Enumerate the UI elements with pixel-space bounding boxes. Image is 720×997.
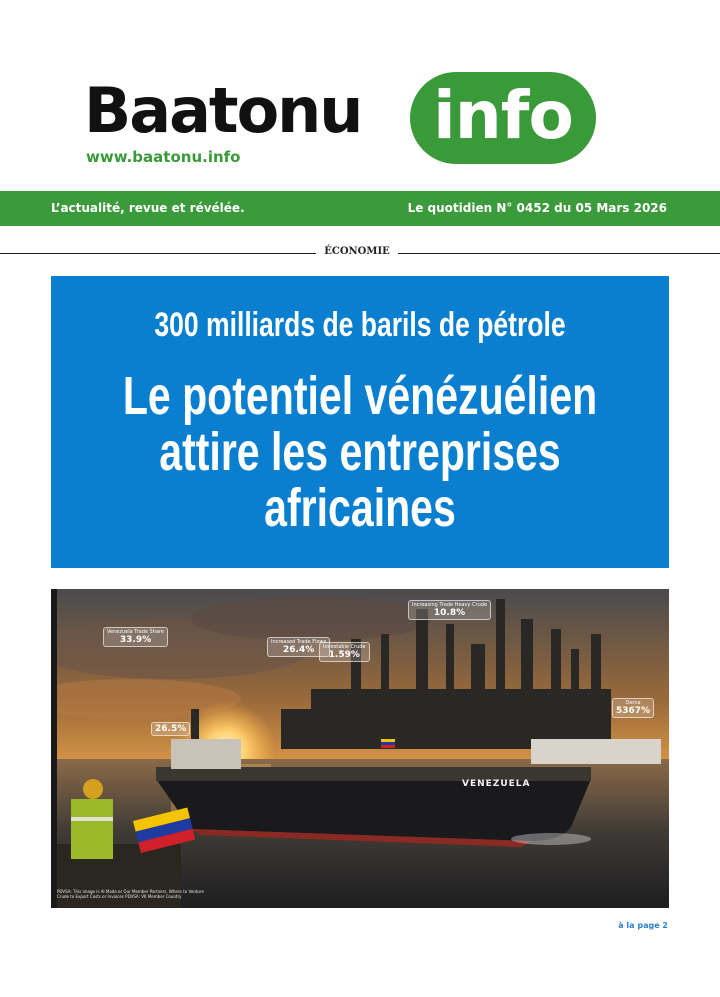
stat-overlay-value: 26.5%	[155, 724, 187, 734]
stat-overlay-4	[319, 642, 370, 662]
ship-name: VENEZUELA	[462, 779, 531, 789]
stat-overlay-title: Investable Crude	[323, 644, 366, 650]
logo-pill-text: info	[433, 77, 573, 154]
stat-overlay-1	[103, 627, 168, 647]
stat-overlay-value: 33.9%	[119, 635, 152, 645]
stat-overlay-6	[612, 698, 654, 718]
section-rule-left	[0, 253, 316, 254]
header-band	[0, 191, 720, 226]
lead-photo[interactable]	[51, 589, 669, 908]
tagline: L’actualité, revue et révélée.	[51, 201, 245, 215]
stat-overlay-title: Increased Trade Flows	[271, 639, 327, 645]
stat-overlay-value: 1.59%	[328, 650, 360, 660]
stat-overlay-title: Increasing Trade Heavy Crude	[412, 602, 488, 608]
stat-overlay-2	[151, 722, 190, 736]
stat-overlay-5	[408, 600, 491, 620]
stat-overlay-value: 26.4%	[283, 645, 315, 655]
issue-info: Le quotidien N° 0452 du 05 Mars 2026	[407, 201, 667, 215]
section-label: ÉCONOMIE	[324, 246, 390, 257]
stat-overlay-value: 5367%	[616, 706, 651, 716]
logo-wordmark: Baatonu	[84, 74, 362, 147]
stat-overlay-title: Derna	[625, 700, 641, 706]
section-rule-right	[398, 253, 720, 254]
kicker: 300 milliards de barils de pétrole	[154, 306, 566, 344]
logo-pill	[410, 72, 596, 164]
headline[interactable]: Le potentiel vénézuélien attire les entreprises africaines	[122, 366, 598, 538]
headline-box[interactable]	[51, 276, 669, 568]
website-url[interactable]: www.baatonu.info	[86, 148, 241, 166]
masthead-logo[interactable]	[84, 72, 604, 172]
stat-overlay-title: Venezuela Trade Share	[107, 629, 164, 635]
photo-caption: PDVSA: This image is AI Made or Our Member Partners. Where to Venture Crude to Export Costs or Invoices PDVSA: VK Member Country	[57, 889, 204, 899]
stat-overlay-value: 10.8%	[433, 608, 466, 618]
section-header	[0, 246, 720, 262]
continued-page-link[interactable]: à la page 2	[618, 921, 668, 930]
